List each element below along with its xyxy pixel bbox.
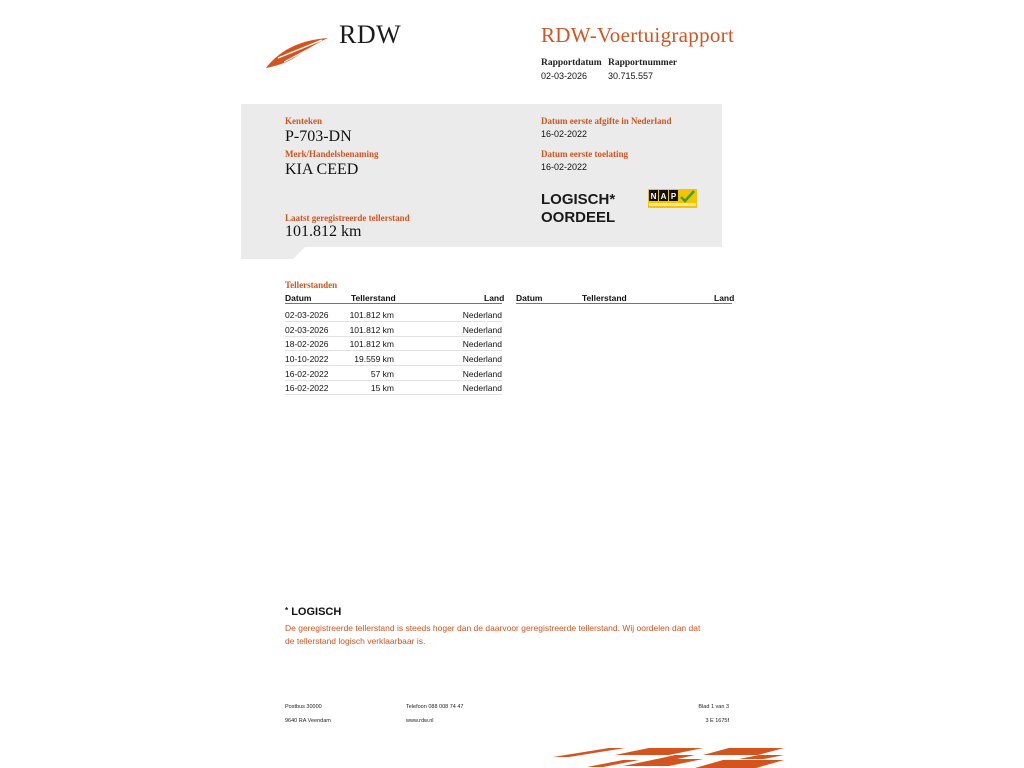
table-row <box>285 366 502 381</box>
table-row <box>285 351 502 366</box>
row-odometer: 101.812 km <box>349 325 394 335</box>
plate-label: Kenteken <box>285 116 322 126</box>
report-number-label: Rapportnummer <box>608 58 678 68</box>
col-header-date: Datum <box>285 293 312 303</box>
panel-tab-slant <box>293 247 305 259</box>
report-number-value: 30.715.557 <box>608 71 654 81</box>
row-country: Nederland <box>462 339 502 349</box>
verdict-line-1: LOGISCH* <box>541 191 616 208</box>
row-country: Nederland <box>462 369 502 379</box>
footer-address-line-2: 9640 RA Veendam <box>285 718 331 724</box>
row-odometer: 19.559 km <box>354 354 394 364</box>
footer-address-line-1: Postbus 30000 <box>285 704 322 710</box>
table-row <box>285 380 502 395</box>
row-odometer: 57 km <box>370 369 394 379</box>
svg-text:A: A <box>660 192 667 201</box>
make-label: Merk/Handelsbenaming <box>285 149 379 159</box>
row-date: 16-02-2022 <box>285 369 329 379</box>
col-header-country-2: Land <box>714 293 735 303</box>
footnote-text: De geregistreerde tellerstand is steeds hoger dan de daarvoor geregistreerde tellerstand. Wij oordelen dan dat de tellerstand logisch verklaarbaar is. <box>285 623 701 646</box>
footnote-title-text: LOGISCH <box>291 606 342 618</box>
panel-tab <box>241 247 293 259</box>
rdw-stripes-graphic-icon <box>553 747 784 768</box>
verdict-line-2: OORDEEL <box>541 209 616 226</box>
table-row <box>285 322 502 337</box>
footnote-title <box>285 606 341 618</box>
footer-website-link[interactable]: www.rdw.nl <box>406 718 434 724</box>
readings-title: Tellerstanden <box>285 280 338 290</box>
rdw-logo-icon <box>264 34 330 70</box>
row-date: 10-10-2022 <box>285 354 329 364</box>
first-admission-value: 16-02-2022 <box>541 162 588 172</box>
report-date-label: Rapportdatum <box>541 58 602 68</box>
header-rule-2 <box>516 303 732 304</box>
row-date: 18-02-2026 <box>285 339 329 349</box>
col-header-date-2: Datum <box>516 293 543 303</box>
row-date: 02-03-2026 <box>285 310 329 320</box>
col-header-odometer-2: Tellerstand <box>582 293 627 303</box>
svg-text:P: P <box>670 192 677 201</box>
col-header-odometer: Tellerstand <box>351 293 396 303</box>
plate-value: P-703-DN <box>285 128 352 145</box>
odometer-label: Laatst geregistreerde tellerstand <box>285 213 410 223</box>
svg-text:N: N <box>650 192 657 201</box>
make-value: KIA CEED <box>285 161 359 178</box>
first-issue-label: Datum eerste afgifte in Nederland <box>541 116 672 126</box>
report-date-value: 02-03-2026 <box>541 71 588 81</box>
report-number-block <box>608 58 677 81</box>
row-odometer: 15 km <box>370 383 394 393</box>
footer-code: 3 E 1675f <box>705 718 729 724</box>
row-country: Nederland <box>462 325 502 335</box>
table-row <box>285 336 502 351</box>
row-country: Nederland <box>462 383 502 393</box>
row-odometer: 101.812 km <box>349 310 394 320</box>
col-header-country: Land <box>484 293 505 303</box>
row-country: Nederland <box>462 354 502 364</box>
footer-page-number: Blad 1 van 3 <box>698 704 729 710</box>
table-row <box>285 307 502 322</box>
first-admission-label: Datum eerste toelating <box>541 149 628 159</box>
verdict <box>541 191 615 227</box>
row-date: 02-03-2026 <box>285 325 329 335</box>
first-issue-value: 16-02-2022 <box>541 129 588 139</box>
row-odometer: 101.812 km <box>349 339 394 349</box>
report-date-block <box>541 58 602 81</box>
row-country: Nederland <box>462 310 502 320</box>
row-date: 16-02-2022 <box>285 383 329 393</box>
report-title: RDW-Voertuigrapport <box>541 23 735 47</box>
nap-logo-icon <box>648 189 697 208</box>
odometer-value: 101.812 km <box>285 223 362 240</box>
footer-phone: Telefoon 088 008 74 47 <box>406 704 464 710</box>
brand-name: RDW <box>339 20 402 49</box>
footnote-star: * <box>285 606 289 615</box>
header-rule <box>285 303 502 304</box>
